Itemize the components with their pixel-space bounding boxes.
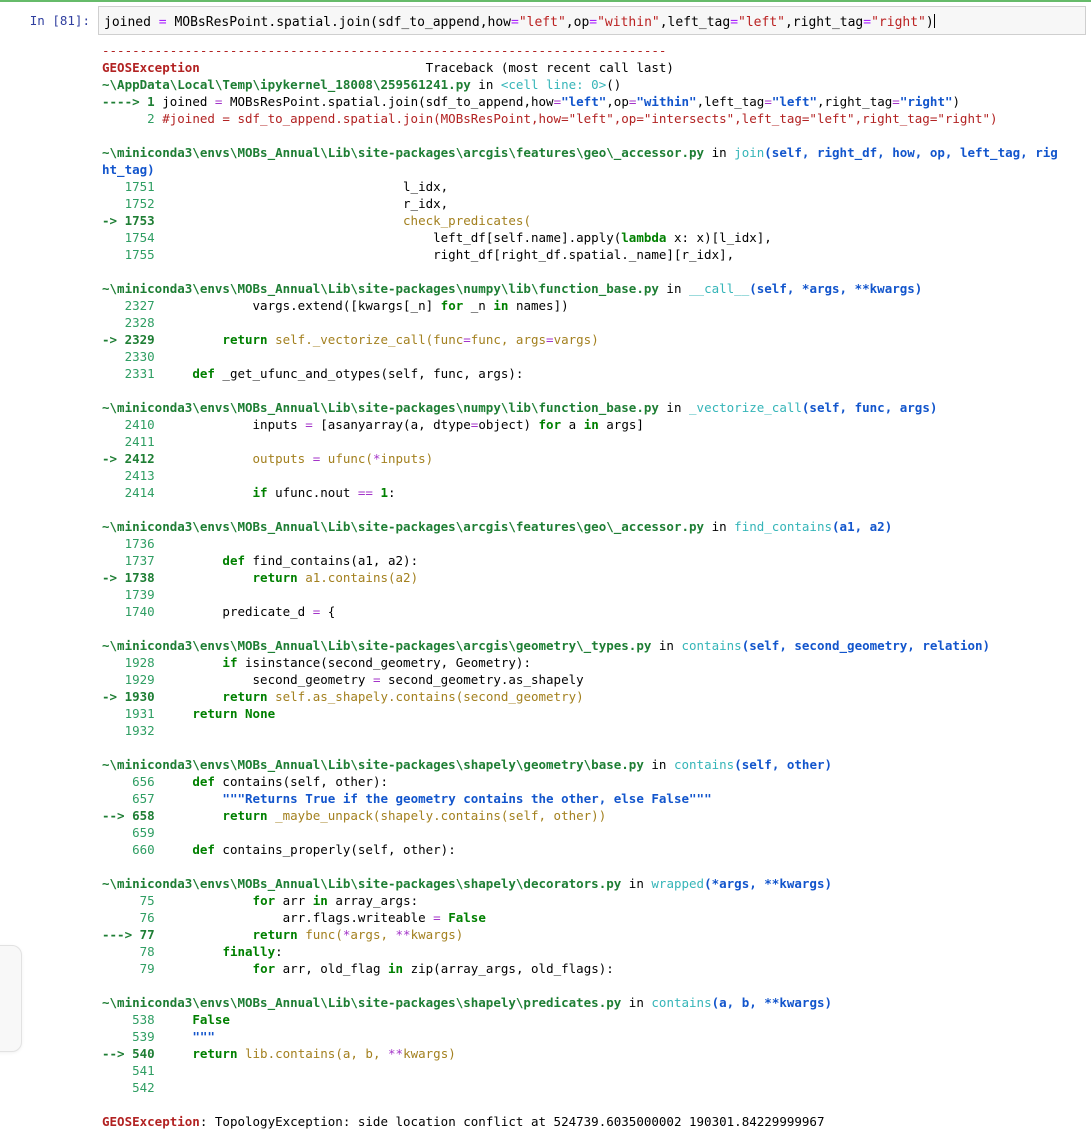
traceback-line: 1932 — [102, 723, 155, 738]
traceback-line: 539 """ — [102, 1029, 215, 1044]
code-input-area[interactable] — [98, 6, 1086, 35]
cell-prompt: In [81]: — [29, 13, 90, 28]
traceback-line: 2410 inputs = [asanyarray(a, dtype=object) for a in args] — [102, 417, 644, 432]
traceback-line: 2411 — [102, 434, 155, 449]
traceback-line: 660 def contains_properly(self, other): — [102, 842, 456, 857]
traceback-line: 2331 def _get_ufunc_and_otypes(self, func, args): — [102, 366, 524, 381]
left-edge-panel — [0, 945, 22, 1052]
traceback-line: 76 arr.flags.writeable = False — [102, 910, 486, 925]
traceback-line: ~\miniconda3\envs\MOBs_Annual\Lib\site-packages\shapely\predicates.py in contains(a, b, **kwargs) — [102, 995, 833, 1010]
traceback-line: 2 #joined = sdf_to_append.spatial.join(MOBsResPoint,how="left",op="intersects",left_tag="left",right_tag="right") — [102, 111, 998, 126]
traceback-line: 656 def contains(self, other): — [102, 774, 388, 789]
traceback-line — [102, 1096, 1060, 1113]
traceback-line: 542 — [102, 1080, 155, 1095]
traceback-line: -> 2329 return self._vectorize_call(func=func, args=vargs) — [102, 332, 599, 347]
traceback-line: 1752 r_idx, — [102, 196, 449, 211]
selected-cell-border — [0, 0, 1091, 2]
traceback-line: 1931 return None — [102, 706, 276, 721]
traceback-line: -> 2412 outputs = ufunc(*inputs) — [102, 451, 434, 466]
traceback-line: --> 540 return lib.contains(a, b, **kwargs) — [102, 1046, 456, 1061]
traceback-line: -> 1738 return a1.contains(a2) — [102, 570, 419, 585]
traceback-line: ~\AppData\Local\Temp\ipykernel_18008\259561241.py in <cell line: 0>() — [102, 77, 622, 92]
traceback-line: 1754 left_df[self.name].apply(lambda x: x)[l_idx], — [102, 230, 772, 245]
traceback-line: 79 for arr, old_flag in zip(array_args, old_flags): — [102, 961, 614, 976]
traceback-line: -> 1930 return self.as_shapely.contains(second_geometry) — [102, 689, 584, 704]
traceback-line: 1737 def find_contains(a1, a2): — [102, 553, 419, 568]
traceback-line: 659 — [102, 825, 155, 840]
traceback-line — [102, 501, 1060, 518]
text-cursor — [934, 14, 935, 28]
traceback-line: 1928 if isinstance(second_geometry, Geometry): — [102, 655, 531, 670]
traceback-line: ~\miniconda3\envs\MOBs_Annual\Lib\site-packages\shapely\decorators.py in wrapped(*args, **kwargs) — [102, 876, 833, 891]
traceback-line: ----> 1 joined = MOBsResPoint.spatial.join(sdf_to_append,how="left",op="within",left_tag="left",right_tag="right") — [102, 94, 961, 109]
traceback-line: ---> 77 return func(*args, **kwargs) — [102, 927, 464, 942]
traceback-line: 78 finally: — [102, 944, 283, 959]
traceback-line: 75 for arr in array_args: — [102, 893, 419, 908]
traceback-line: GEOSException Traceback (most recent call last) — [102, 60, 674, 75]
traceback-line: 1736 — [102, 536, 155, 551]
traceback-line: ~\miniconda3\envs\MOBs_Annual\Lib\site-packages\arcgis\features\geo\_accessor.py in join(self, right_df, how, op, left_tag, right_tag) — [102, 145, 1058, 177]
traceback-output — [102, 42, 1060, 1130]
traceback-line: 1739 — [102, 587, 155, 602]
traceback-line: ~\miniconda3\envs\MOBs_Annual\Lib\site-packages\arcgis\geometry\_types.py in contains(self, second_geometry, relation) — [102, 638, 991, 653]
traceback-line: 538 False — [102, 1012, 230, 1027]
traceback-line: 2413 — [102, 468, 155, 483]
traceback-line: --------------------------------------------------------------------------- — [102, 43, 667, 58]
traceback-line: ~\miniconda3\envs\MOBs_Annual\Lib\site-packages\arcgis\features\geo\_accessor.py in find_contains(a1, a2) — [102, 519, 893, 534]
traceback-line: 541 — [102, 1063, 155, 1078]
traceback-line: 2330 — [102, 349, 155, 364]
code-editor[interactable] — [104, 11, 934, 30]
traceback-line: 1740 predicate_d = { — [102, 604, 336, 619]
traceback-line: ~\miniconda3\envs\MOBs_Annual\Lib\site-packages\numpy\lib\function_base.py in _vectorize_call(self, func, args) — [102, 400, 938, 415]
traceback-line: GEOSException: TopologyException: side location conflict at 524739.6035000002 190301.84229999967 — [102, 1114, 825, 1129]
traceback-line: ~\miniconda3\envs\MOBs_Annual\Lib\site-packages\numpy\lib\function_base.py in __call__(self, *args, **kwargs) — [102, 281, 923, 296]
traceback-line: 1929 second_geometry = second_geometry.as_shapely — [102, 672, 584, 687]
traceback-line: --> 658 return _maybe_unpack(shapely.contains(self, other)) — [102, 808, 607, 823]
traceback-line: ~\miniconda3\envs\MOBs_Annual\Lib\site-packages\shapely\geometry\base.py in contains(self, other) — [102, 757, 833, 772]
traceback-line — [102, 739, 1060, 756]
traceback-line: 1755 right_df[right_df.spatial._name][r_idx], — [102, 247, 735, 262]
traceback-line: 2327 vargs.extend([kwargs[_n] for _n in names]) — [102, 298, 569, 313]
traceback-line — [102, 858, 1060, 875]
traceback-line: 2414 if ufunc.nout == 1: — [102, 485, 396, 500]
traceback-line — [102, 620, 1060, 637]
traceback-line — [102, 127, 1060, 144]
traceback-line: 2328 — [102, 315, 155, 330]
traceback-line: 1751 l_idx, — [102, 179, 449, 194]
code-line: joined = MOBsResPoint.spatial.join(sdf_to_append,how="left",op="within",left_tag="left",right_tag="right") — [104, 15, 934, 30]
traceback-line — [102, 382, 1060, 399]
traceback-line: -> 1753 check_predicates( — [102, 213, 531, 228]
traceback-line — [102, 977, 1060, 994]
traceback-line — [102, 263, 1060, 280]
traceback-line: 657 """Returns True if the geometry contains the other, else False""" — [102, 791, 712, 806]
